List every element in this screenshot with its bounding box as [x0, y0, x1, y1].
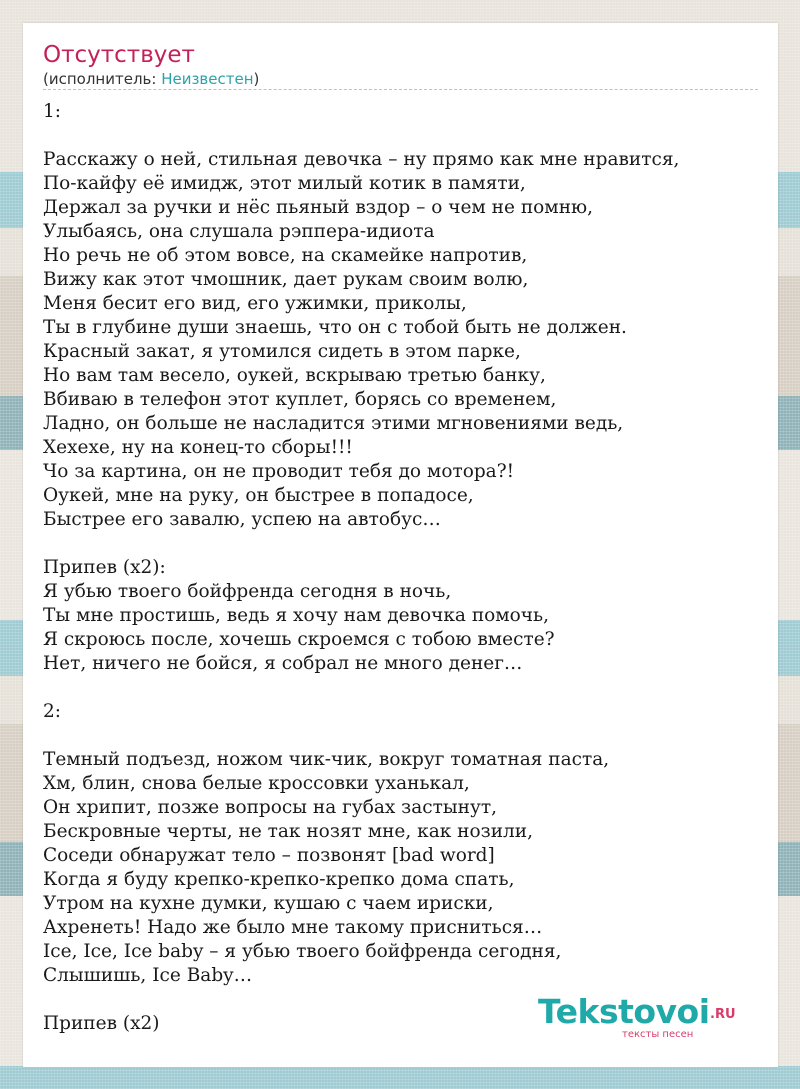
lyric-line: 2: — [43, 701, 62, 722]
artist-suffix: ) — [253, 70, 260, 88]
lyric-line: Вижу как этот чмошник, дает рукам своим волю, — [43, 269, 529, 290]
logo-domain-suffix: .RU — [710, 1007, 736, 1022]
logo-wordmark: Tekstovoi — [538, 992, 710, 1031]
lyric-line: Оукей, мне на руку, он быстрее в попадосе, — [43, 485, 474, 506]
lyric-line: Хехехе, ну на конец-то сборы!!! — [43, 437, 353, 458]
lyric-line: Ice, Ice, Ice baby – я убью твоего бойфренда сегодня, — [43, 941, 562, 962]
lyric-line: Припев (x2) — [43, 1013, 160, 1034]
lyric-line: Вбиваю в телефон этот куплет, борясь со временем, — [43, 389, 557, 410]
lyric-blank-line — [43, 724, 758, 748]
lyric-line: Но речь не об этом вовсе, на скамейке напротив, — [43, 245, 528, 266]
artist-link[interactable]: Неизвестен — [161, 70, 254, 88]
lyric-line: Соседи обнаружат тело – позвонят [bad word] — [43, 845, 495, 866]
lyric-blank-line — [43, 676, 758, 700]
lyric-line: Держал за ручки и нёс пьяный вздор – о чем не помню, — [43, 197, 594, 218]
lyric-line: Нет, ничего не бойся, я собрал не много денег… — [43, 653, 523, 674]
logo-tagline: тексты песен — [622, 1029, 694, 1040]
artist-prefix: (исполнитель: — [43, 70, 162, 88]
title-divider — [43, 89, 758, 90]
lyric-line: Я скроюсь после, хочешь скроемся с тобою вместе? — [43, 629, 555, 650]
lyric-line: Я убью твоего бойфренда сегодня в ночь, — [43, 581, 452, 602]
lyric-line: Хм, блин, снова белые кроссовки уханькал, — [43, 773, 470, 794]
artist-line — [43, 69, 758, 89]
lyric-line: Но вам там весело, оукей, вскрываю третью банку, — [43, 365, 546, 386]
lyric-line: Улыбаясь, она слушала рэппера-идиота — [43, 221, 435, 242]
lyric-line: Ты мне простишь, ведь я хочу нам девочка помочь, — [43, 605, 549, 626]
lyric-line: Он хрипит, позже вопросы на губах застынут, — [43, 797, 497, 818]
lyric-line: Когда я буду крепко-крепко-крепко дома спать, — [43, 869, 515, 890]
lyric-line: Ахренеть! Надо же было мне такому присниться… — [43, 917, 543, 938]
tekstovoi-logo[interactable] — [538, 993, 748, 1043]
lyric-line: Темный подъезд, ножом чик-чик, вокруг томатная паста, — [43, 749, 610, 770]
lyric-line: Красный закат, я утомился сидеть в этом парке, — [43, 341, 521, 362]
lyric-line: Слышишь, Ice Baby… — [43, 965, 253, 986]
lyric-line: 1: — [43, 101, 62, 122]
lyric-line: Бескровные черты, не так нозят мне, как нозили, — [43, 821, 534, 842]
lyric-line: Чо за картина, он не проводит тебя до мотора?! — [43, 461, 515, 482]
lyric-line: Ладно, он больше не насладится этими мгновениями ведь, — [43, 413, 624, 434]
lyric-line: Быстрее его завалю, успею на автобус… — [43, 509, 441, 530]
lyrics-text — [43, 100, 758, 1036]
lyric-blank-line — [43, 532, 758, 556]
song-title: Отсутствует — [43, 42, 195, 68]
lyric-line: Припев (x2): — [43, 557, 166, 578]
lyric-line: Ты в глубине души знаешь, что он с тобой быть не должен. — [43, 317, 627, 338]
lyric-blank-line — [43, 124, 758, 148]
lyric-line: Меня бесит его вид, его ужимки, приколы, — [43, 293, 467, 314]
lyric-line: Утром на кухне думки, кушаю с чаем ириски, — [43, 893, 494, 914]
lyric-line: Расскажу о ней, стильная девочка – ну прямо как мне нравится, — [43, 149, 680, 170]
lyrics-card — [23, 23, 778, 1067]
lyric-line: По-кайфу её имидж, этот милый котик в памяти, — [43, 173, 526, 194]
